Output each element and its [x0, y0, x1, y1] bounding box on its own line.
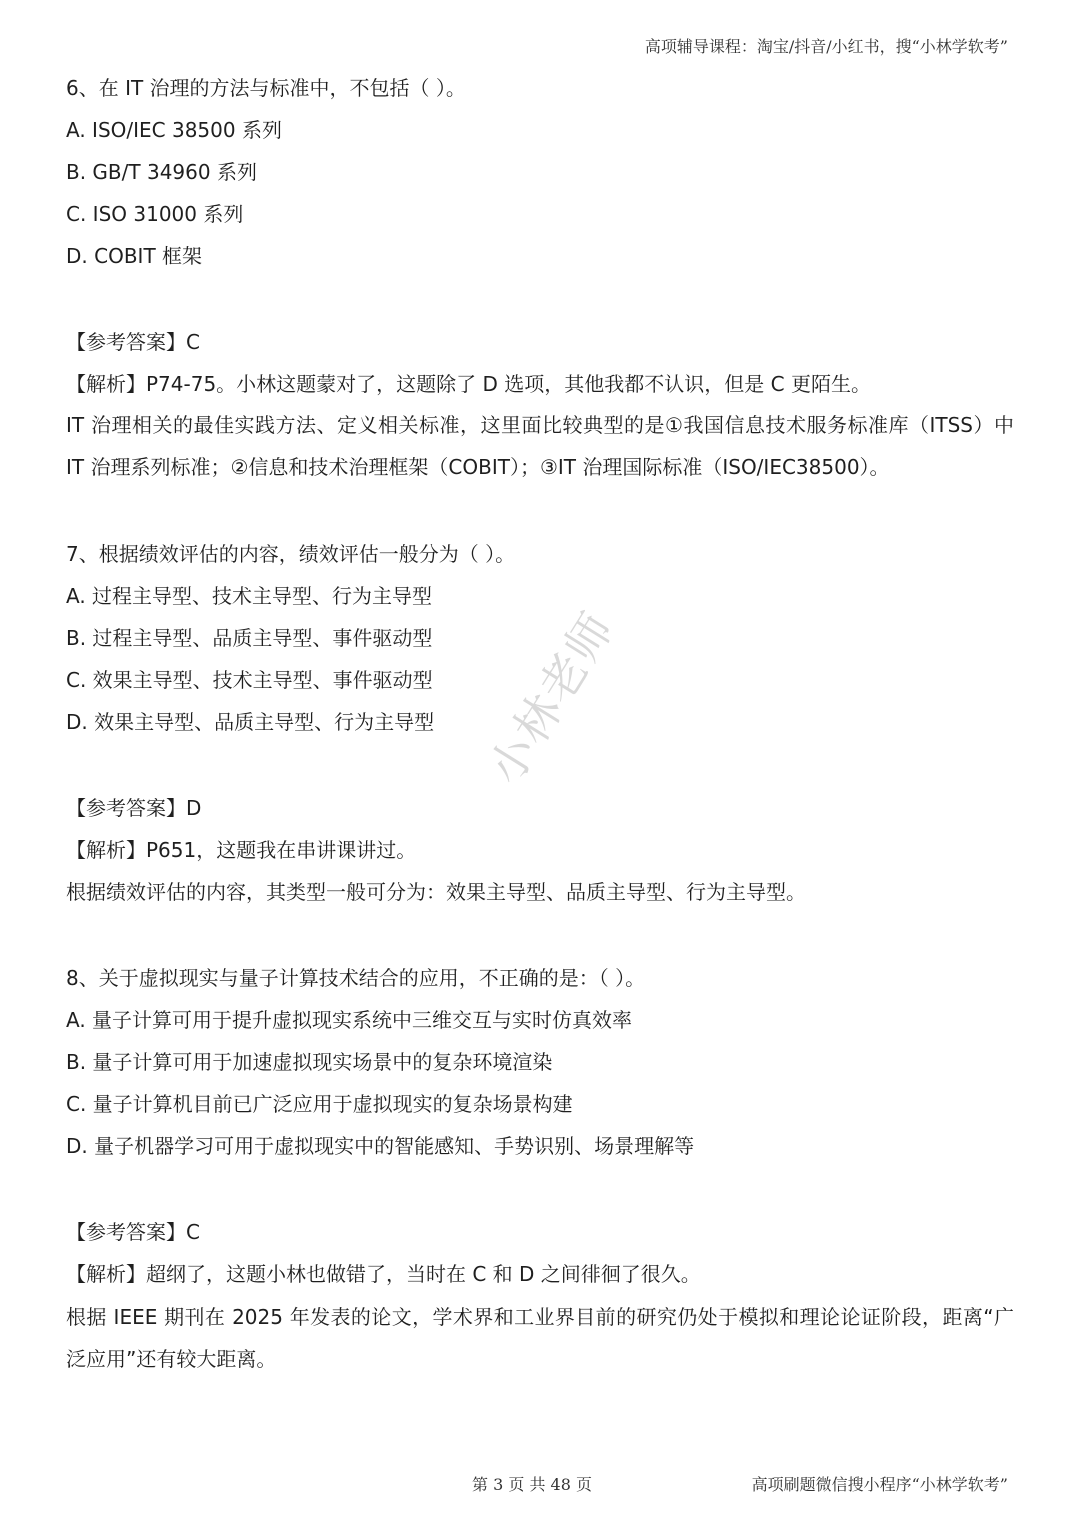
question-6-option-a: A. ISO/IEC 38500 系列 [66, 118, 282, 142]
watermark: 小林老师 [477, 601, 626, 794]
question-6-analysis-2: IT 治理相关的最佳实践方法、定义相关标准，这里面比较典型的是①我国信息技术服务标准库（ITSS）中 IT 治理系列标准；②信息和技术治理框架（COBIT）；③IT 治理国际标准（ISO/IEC38500）。 [66, 413, 1014, 479]
question-6-option-d: D. COBIT 框架 [66, 244, 203, 268]
question-8-analysis-1: 【解析】超纲了，这题小林也做错了，当时在 C 和 D 之间徘徊了很久。 [66, 1262, 701, 1286]
question-8-option-a: A. 量子计算可用于提升虚拟现实系统中三维交互与实时仿真效率 [66, 1008, 633, 1032]
question-8-option-c: C. 量子计算机目前已广泛应用于虚拟现实的复杂场景构建 [66, 1092, 573, 1116]
question-8-option-b: B. 量子计算可用于加速虚拟现实场景中的复杂环境渲染 [66, 1050, 553, 1074]
question-6-option-c: C. ISO 31000 系列 [66, 202, 244, 226]
question-6-option-b: B. GB/T 34960 系列 [66, 160, 257, 184]
question-7-stem: 7、根据绩效评估的内容，绩效评估一般分为（ ）。 [66, 542, 516, 566]
question-8-stem: 8、关于虚拟现实与量子计算技术结合的应用，不正确的是：（ ）。 [66, 966, 646, 990]
question-7-answer: 【参考答案】D [66, 796, 202, 820]
footer-promo: 高项刷题微信搜小程序“小林学软考” [751, 1475, 1008, 1494]
question-6-answer: 【参考答案】C [66, 330, 200, 354]
question-7-option-c: C. 效果主导型、技术主导型、事件驱动型 [66, 668, 433, 692]
question-6-stem: 6、在 IT 治理的方法与标准中，不包括（ ）。 [66, 76, 466, 100]
question-7-analysis-2: 根据绩效评估的内容，其类型一般可分为：效果主导型、品质主导型、行为主导型。 [66, 880, 806, 904]
question-7-option-a: A. 过程主导型、技术主导型、行为主导型 [66, 584, 433, 608]
question-7-analysis-1: 【解析】P651，这题我在串讲课讲过。 [66, 838, 417, 862]
page-number: 第 3 页 共 48 页 [472, 1475, 592, 1494]
question-8-analysis-2: 根据 IEEE 期刊在 2025 年发表的论文，学术界和工业界目前的研究仍处于模拟和理论论证阶段，距离“广泛应用”还有较大距离。 [66, 1305, 1014, 1371]
question-8-option-d: D. 量子机器学习可用于虚拟现实中的智能感知、手势识别、场景理解等 [66, 1134, 695, 1158]
question-8-answer: 【参考答案】C [66, 1220, 200, 1244]
page-header: 高项辅导课程：淘宝/抖音/小红书，搜“小林学软考” [644, 37, 1008, 56]
question-7-option-d: D. 效果主导型、品质主导型、行为主导型 [66, 710, 435, 734]
question-6-analysis-1: 【解析】P74-75。小林这题蒙对了，这题除了 D 选项，其他我都不认识，但是 C 更陌生。 [66, 372, 871, 396]
question-7-option-b: B. 过程主导型、品质主导型、事件驱动型 [66, 626, 433, 650]
